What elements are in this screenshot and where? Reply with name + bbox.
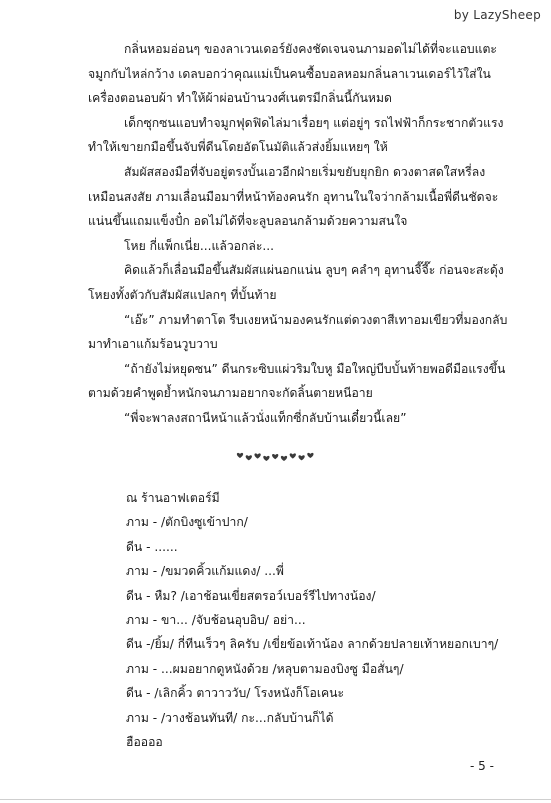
dialogue-line: ภาม - /ขมวดคิ้วแก้มแดง/ ...พี่ — [126, 564, 284, 579]
dialogue-line: ดีน - ...... — [126, 539, 178, 554]
dialogue-block — [126, 486, 526, 754]
heart-icon — [280, 456, 286, 461]
dialogue-line: ภาม - ขา... /จับช้อนอุบอิบ/ อย่า... — [126, 613, 306, 628]
paragraph: คิดแล้วก็เลื่อนมือขึ้นสัมผัสแผ่นอกแน่น ลูบๆ คลำๆ อุทานจี๊จี๊ะ ก่อนจะสะดุ้งโหยงทั้งตัวกับสัมผัสแปลกๆ ที่บั้นท้าย — [88, 263, 504, 302]
paragraph: เด็กซุกซนแอบทำจมูกฟุดฟิดไล่มาเรื่อยๆ แต่อยู่ๆ รถไฟฟ้าก็กระชากตัวแรง ทำให้เขายกมือขึ้นจับพี่ดีนโดยอัตโนมัติแล้วส่งยิ้มแหยๆ ให้ — [88, 115, 504, 155]
heart-icon — [236, 453, 242, 458]
paragraph: “ถ้ายังไม่หยุดซน” ดีนกระซิบแผ่วริมใบหู มือใหญ่บีบบั้นท้ายพอดีมือแรงขึ้น ตามด้วยคำพูดย้ำหนักจนภามอยากจะกัดลิ้นตายหนีอาย — [88, 361, 506, 401]
paragraph: “เอ๊ะ” ภามทำตาโต รีบเงยหน้ามองคนรักแต่ดวงตาสีเทาอมเขียวที่มองกลับมาทำเอาแก้มร้อนวูบวาบ — [88, 312, 508, 352]
page-bottom-rule — [0, 799, 551, 800]
paragraph: สัมผัสสองมือที่จับอยู่ตรงบั้นเอวอีกฝ่ายเริ่มขยับยุกยิก ดวงตาสดใสหรี่ลงเหมือนสงสัย ภามเลื่อนมือมาที่หน้าท้องคนรัก อุทานในใจว่ากล้ามเนื้อพี่ดีนชัดจะแน่นขึ้นแถมแข็งปั๋ก อดไม่ได้ที่จะลูบลอนกล้ามด้วยความสนใจ — [88, 164, 499, 229]
heart-divider-graphic — [236, 448, 316, 466]
heart-icon — [263, 456, 269, 461]
heart-icon — [254, 453, 260, 458]
paragraph: “พี่จะพาลงสถานีหน้าแล้วนั่งแท็กซี่กลับบ้านเดี๋ยวนี้เลย” — [124, 410, 407, 425]
page-number: - 5 - — [470, 759, 494, 773]
paragraph: โหย กี่แพ็กเนี่ย...แล้วอกล่ะ... — [124, 238, 275, 253]
dialogue-line: ดีน - /เลิกคิ้ว ตาวาววับ/ โรงหนังก็โอเคนะ — [126, 686, 345, 701]
dialogue-line: ดีน - หืม? /เอาช้อนเขี่ยสตรอว์เบอร์รีไปทางน้อง/ — [126, 588, 376, 603]
heart-divider-icon — [0, 446, 551, 468]
heart-icon — [245, 455, 251, 460]
dialogue-line: ภาม - /วางช้อนทันที/ กะ...กลับบ้านก็ได้ — [126, 710, 334, 725]
author-credit: by LazySheep — [453, 8, 541, 22]
heart-icon — [307, 453, 313, 458]
dialogue-line: ภาม - ...ผมอยากดูหนังด้วย /หลุบตามองบิงซู มือสั่นๆ/ — [126, 661, 404, 676]
dialogue-line: ดีน -/ยิ้ม/ กี่ทีนเร็วๆ ลิครับ /เขี่ยข้อเท้าน้อง ลากด้วยปลายเท้าหยอกเบาๆ/ — [126, 637, 499, 652]
heart-icon — [272, 454, 278, 459]
narrative-text — [88, 37, 510, 431]
dialogue-line: ณ ร้านอาฟเตอร์มี — [126, 491, 220, 505]
heart-icon — [289, 453, 295, 458]
paragraph: กลิ่นหอมอ่อนๆ ของลาเวนเดอร์ยังคงชัดเจนจนภามอดไม่ได้ที่จะแอบแตะจมูกกับไหล่กว้าง เดลบอกว่าคุณแม่เป็นคนซื้อบอลหอมกลิ่นลาเวนเดอร์ไว้ใส่ในเครื่องตอนอบผ้า ทำให้ผ้าผ่อนบ้านวงศ์เนตรมีกลิ่นนี้กันหมด — [88, 42, 497, 106]
dialogue-line: ภาม - /ตักบิงซูเข้าปาก/ — [126, 515, 248, 530]
heart-icon — [298, 455, 304, 460]
dialogue-line: ฮืออออ — [126, 735, 163, 750]
